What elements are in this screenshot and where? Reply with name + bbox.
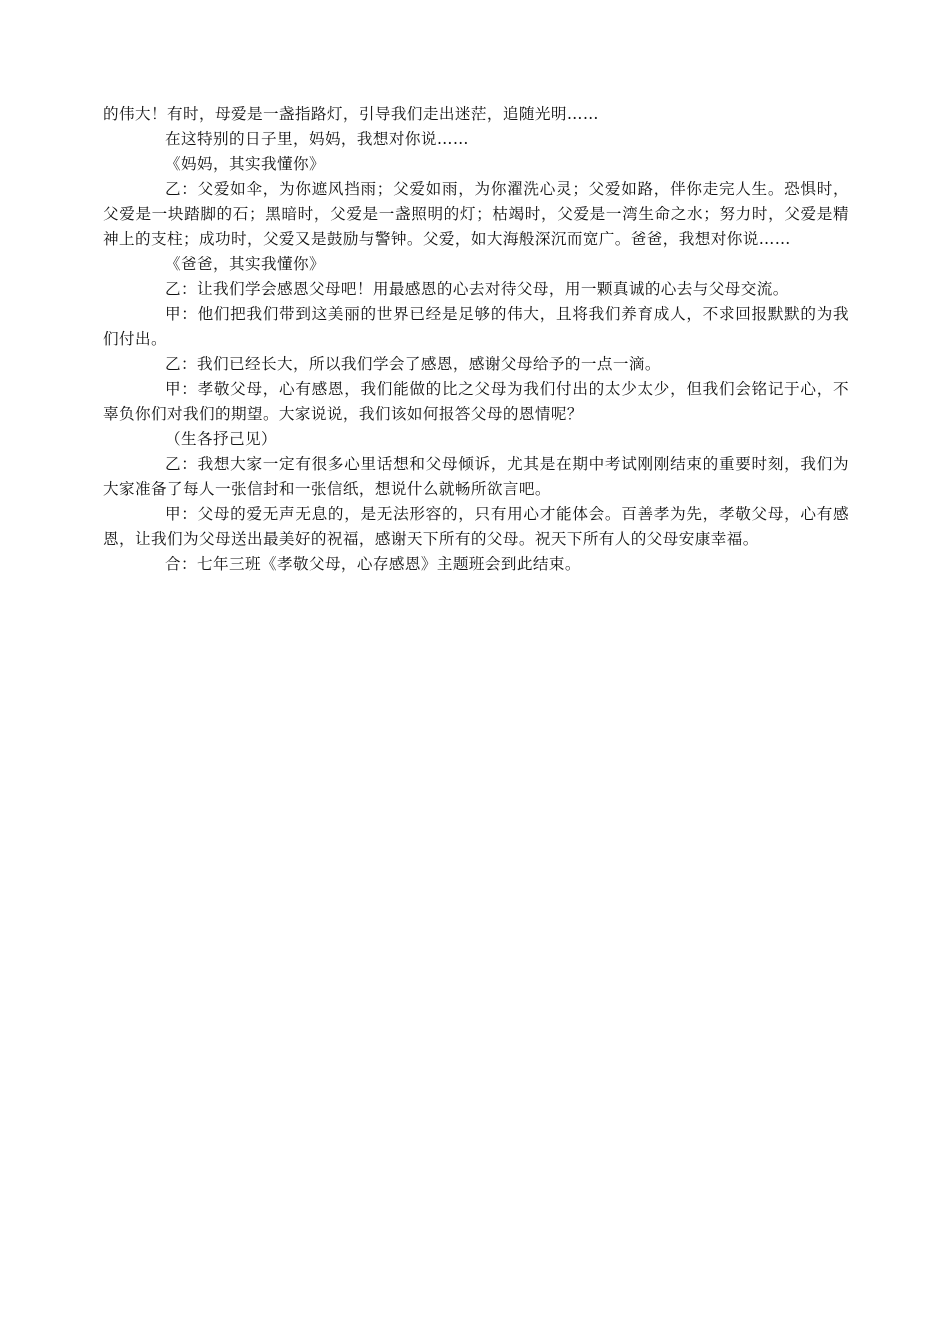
paragraph-10: （生各抒己见） bbox=[165, 430, 277, 448]
paragraph-3: 《妈妈，其实我懂你》 bbox=[165, 155, 325, 173]
paragraph-8: 乙：我们已经长大，所以我们学会了感恩，感谢父母给予的一点一滴。 bbox=[165, 355, 661, 373]
paragraph-13: 合：七年三班《孝敬父母，心存感恩》主题班会到此结束。 bbox=[165, 555, 581, 573]
paragraph-4: 乙：父爱如伞，为你遮风挡雨；父爱如雨，为你濯洗心灵；父爱如路，伴你走完人生。恐惧时，父爱是一块踏脚的石；黑暗时，父爱是一盏照明的灯；枯竭时，父爱是一湾生命之水；努力时，父爱是精神上的支柱；成功时，父爱又是鼓励与警钟。父爱，如大海般深沉而宽广。爸爸，我想对你说…… bbox=[103, 180, 849, 248]
paragraph-6: 乙：让我们学会感恩父母吧！用最感恩的心去对待父母，用一颗真诚的心去与父母交流。 bbox=[165, 280, 789, 298]
paragraph-11: 乙：我想大家一定有很多心里话想和父母倾诉，尤其是在期中考试刚刚结束的重要时刻，我们为大家准备了每人一张信封和一张信纸，想说什么就畅所欲言吧。 bbox=[103, 455, 849, 498]
paragraph-7: 甲：他们把我们带到这美丽的世界已经是足够的伟大，且将我们养育成人，不求回报默默的为我们付出。 bbox=[103, 305, 849, 348]
paragraph-5: 《爸爸，其实我懂你》 bbox=[165, 255, 325, 273]
paragraph-9: 甲：孝敬父母，心有感恩，我们能做的比之父母为我们付出的太少太少，但我们会铭记于心，不辜负你们对我们的期望。大家说说，我们该如何报答父母的恩情呢？ bbox=[103, 380, 849, 423]
paragraph-2: 在这特别的日子里，妈妈，我想对你说…… bbox=[165, 130, 469, 148]
paragraph-1: 的伟大！有时，母爱是一盏指路灯，引导我们走出迷茫，追随光明…… bbox=[103, 105, 599, 123]
paragraph-12: 甲：父母的爱无声无息的，是无法形容的，只有用心才能体会。百善孝为先，孝敬父母，心有感恩，让我们为父母送出最美好的祝福，感谢天下所有的父母。祝天下所有人的父母安康幸福。 bbox=[103, 505, 849, 548]
document-body bbox=[103, 102, 849, 577]
